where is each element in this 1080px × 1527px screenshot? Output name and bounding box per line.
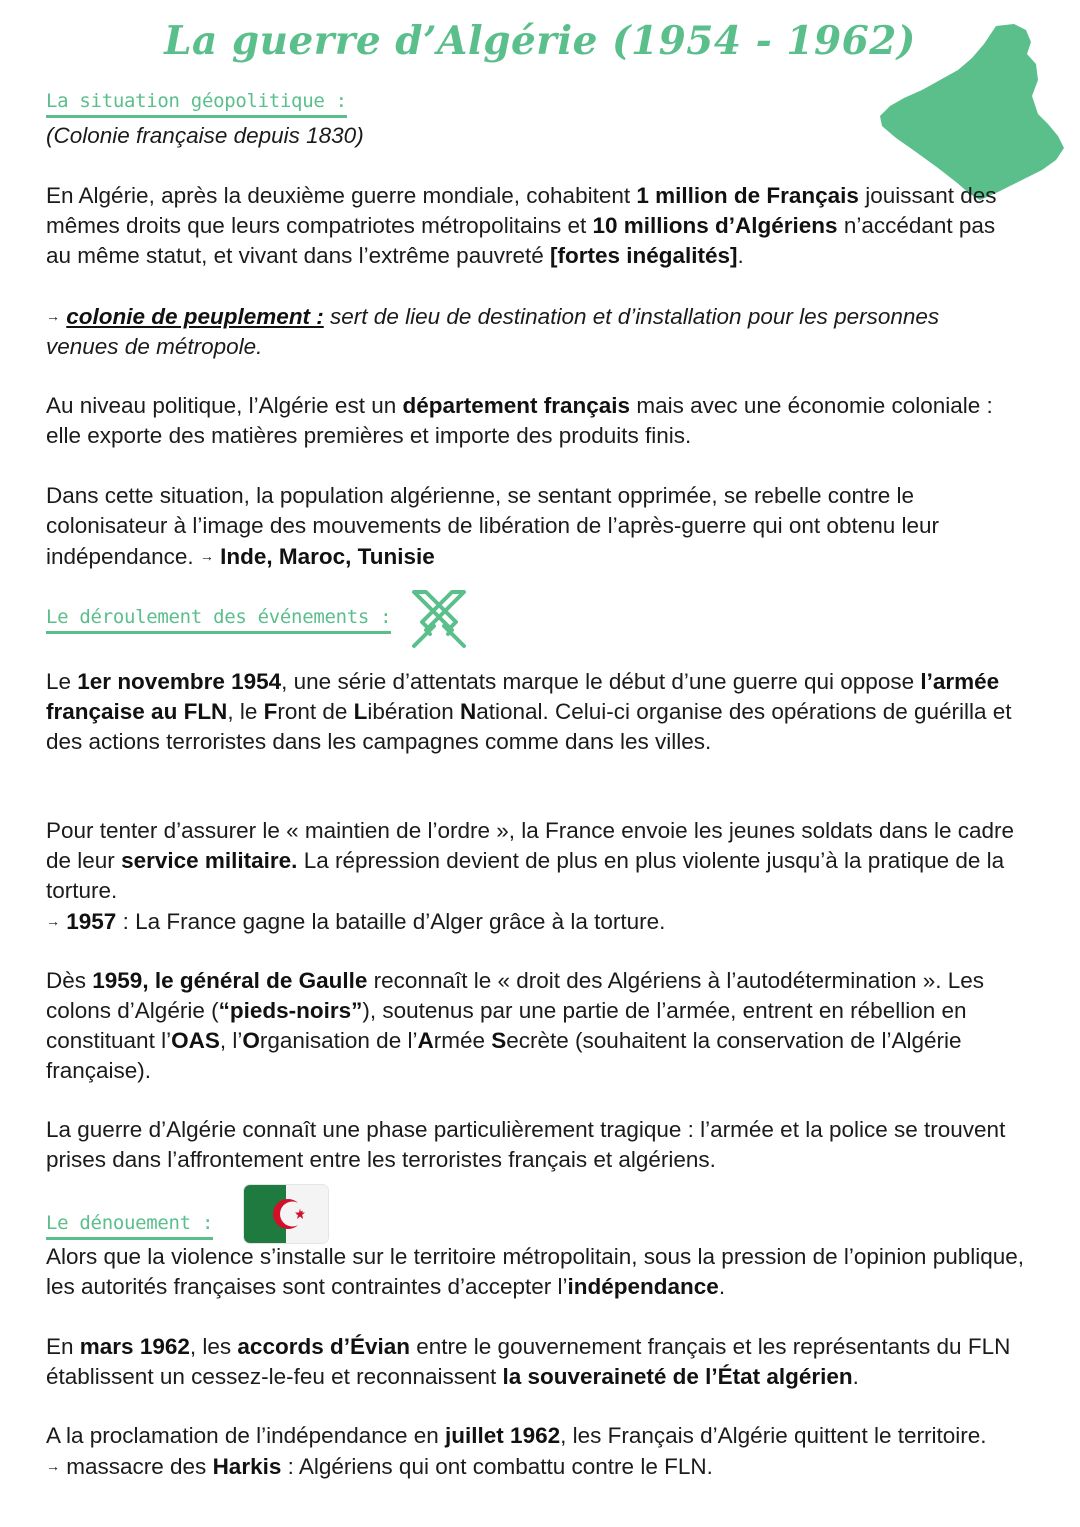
- page-title: La guerre d’Algérie (1954 - 1962): [164, 18, 916, 64]
- paragraph-debut-guerre: Le 1er novembre 1954, une série d’attentats marque le début d’une guerre qui oppose l’armée française au FLN, le Front de Libération National. Celui-ci organise des opérations de guérilla et des actions terroristes dans les campagnes comme dans les villes.: [46, 669, 1012, 754]
- section-heading-denouement: Le dénouement :: [46, 1212, 213, 1240]
- algeria-map-icon: [878, 22, 1064, 200]
- paragraph-politique: Au niveau politique, l’Algérie est un département français mais avec une économie coloniale : elle exporte des matières premières et importe des produits finis.: [46, 393, 993, 448]
- arrow-icon: →: [46, 308, 60, 324]
- arrow-icon: →: [199, 548, 214, 564]
- paragraph-accords-evian: En mars 1962, les accords d’Évian entre le gouvernement français et les représentants du FLN établissent un cessez-le-feu et reconnaissent la souveraineté de l’État algérien.: [46, 1334, 1011, 1389]
- crossed-swords-icon: [404, 586, 474, 652]
- paragraph-proclamation: A la proclamation de l’indépendance en juillet 1962, les Français d’Algérie quittent le territoire. → massacre des Harkis : Algériens qui ont combattu contre le FLN.: [46, 1423, 987, 1479]
- subtitle-colonie: (Colonie française depuis 1830): [46, 123, 364, 148]
- paragraph-phase-tragique: La guerre d’Algérie connaît une phase particulièrement tragique : l’armée et la police se trouvent prises dans l’affrontement entre les terroristes français et algériens.: [46, 1117, 1006, 1172]
- algeria-flag-icon: [244, 1185, 328, 1243]
- paragraph-bataille-alger: → 1957 : La France gagne la bataille d’Alger grâce à la torture.: [46, 909, 666, 934]
- section-heading-geopolitique: La situation géopolitique :: [46, 90, 347, 118]
- section-heading-deroulement: Le déroulement des événements :: [46, 606, 391, 634]
- paragraph-maintien-ordre: Pour tenter d’assurer le « maintien de l’ordre », la France envoie les jeunes soldats dans le cadre de leur service militaire. La répression devient de plus en plus violente jusqu’à la pratique de la torture.: [46, 818, 1015, 903]
- arrow-icon: →: [46, 913, 60, 929]
- arrow-icon: →: [46, 1458, 60, 1474]
- paragraph-independance: Alors que la violence s’installe sur le territoire métropolitain, sous la pression de l’opinion publique, les autorités françaises sont contraintes d’accepter l’indépendance.: [46, 1244, 1025, 1299]
- paragraph-rebellion: Dans cette situation, la population algérienne, se sentant opprimée, se rebelle contre le colonisateur à l’image des mouvements de libération de l’après-guerre qui ont obtenu leur indépendance. → Inde, Maroc, Tunisie: [46, 483, 940, 569]
- paragraph-de-gaulle-oas: Dès 1959, le général de Gaulle reconnaît le « droit des Algériens à l’autodétermination ». Les colons d’Algérie (“pieds-noirs”), soutenus par une partie de l’armée, entrent en rébellion en constituant l’OAS, l’Organisation de l’Armée Secrète (souhaitent la conservation de l’Algérie française).: [46, 968, 985, 1083]
- definition-colonie-peuplement: → colonie de peuplement : sert de lieu de destination et d’installation pour les personnes venues de métropole.: [46, 304, 940, 359]
- paragraph-population: En Algérie, après la deuxième guerre mondiale, cohabitent 1 million de Français jouissant des mêmes droits que leurs compatriotes métropolitains et 10 millions d’Algériens n’accédant pas au même statut, et vivant dans l’extrême pauvreté [fortes inégalités].: [46, 183, 997, 268]
